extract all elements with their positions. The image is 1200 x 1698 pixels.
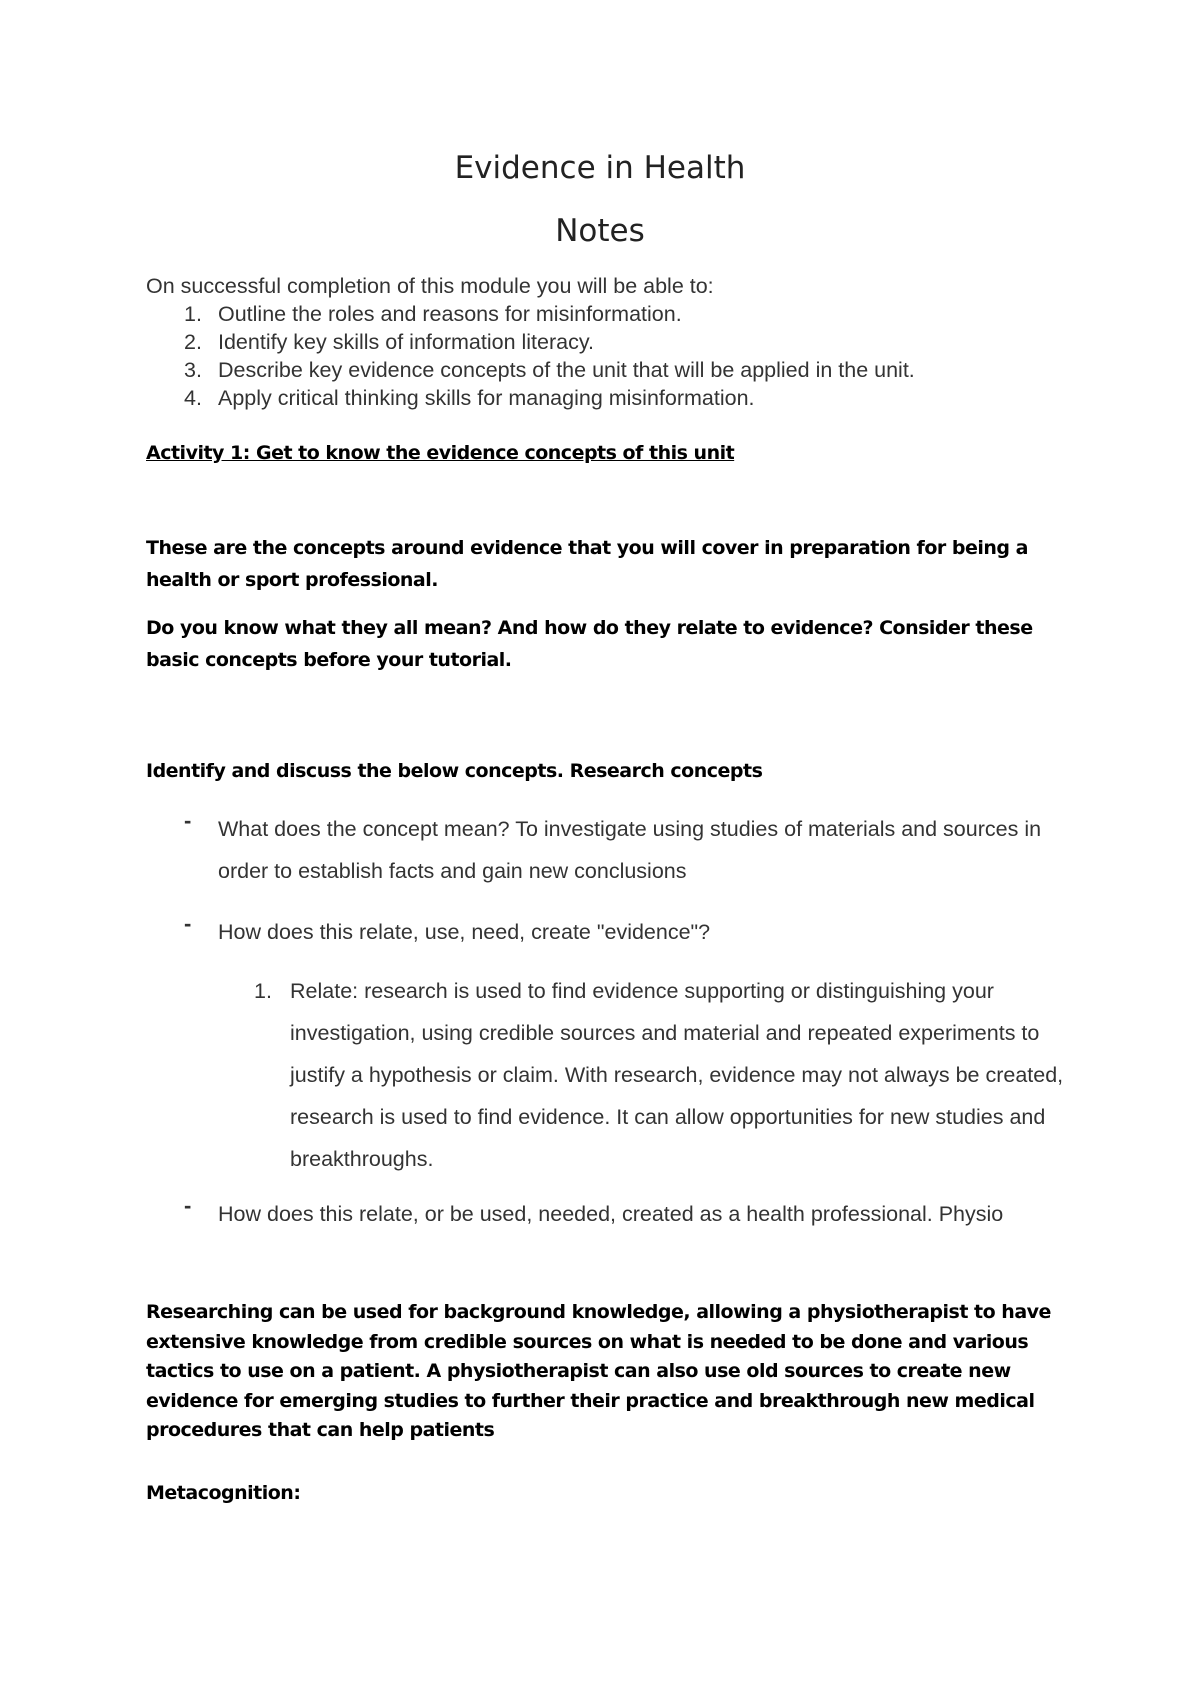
concepts-paragraph: These are the concepts around evidence that you will cover in preparation for being a health or sport professional.	[146, 537, 1028, 591]
objective-text: Apply critical thinking skills for managing misinformation.	[218, 386, 755, 410]
objectives-list	[146, 300, 1106, 412]
objective-item	[146, 356, 1106, 384]
bullet-dash: -	[184, 808, 192, 833]
bullet-text: What does the concept mean? To investigate using studies of materials and sources in order to establish facts and gain new conclusions	[218, 817, 1042, 883]
objective-number: 4.	[184, 386, 202, 410]
objective-item	[146, 300, 1106, 328]
question-paragraph: Do you know what they all mean? And how do they relate to evidence? Consider these basic concepts before your tutorial.	[146, 617, 1033, 671]
activity-heading: Activity 1: Get to know the evidence concepts of this unit	[146, 442, 735, 464]
sub-item-text: Relate: research is used to find evidence supporting or distinguishing your investigation, using credible sources and material and repeated experiments to justify a hypothesis or claim. With research, evidence may not always be created, research is used to find evidence. It can allow opportunities for new studies and breakthroughs.	[290, 979, 1064, 1171]
discuss-paragraph: Identify and discuss the below concepts. Research concepts	[146, 760, 763, 782]
bullet-text: How does this relate, use, need, create "evidence"?	[218, 920, 711, 944]
objective-item	[146, 328, 1106, 356]
bullet-dash: -	[184, 911, 192, 936]
bullet-dash: -	[184, 1193, 192, 1218]
metacognition-heading: Metacognition:	[146, 1482, 301, 1504]
document-title: Evidence in Health	[454, 150, 746, 186]
objective-text: Identify key skills of information literacy.	[218, 330, 594, 354]
sub-item-number: 1.	[254, 979, 272, 1003]
objective-text: Describe key evidence concepts of the unit that will be applied in the unit.	[218, 358, 915, 382]
objective-text: Outline the roles and reasons for misinformation.	[218, 302, 682, 326]
document-subtitle: Notes	[555, 213, 645, 249]
objective-number: 2.	[184, 330, 202, 354]
objective-item	[146, 384, 1106, 412]
objective-number: 1.	[184, 302, 202, 326]
physio-paragraph: Researching can be used for background knowledge, allowing a physiotherapist to have extensive knowledge from credible sources on what is needed to be done and various tactics to use on a patient. A physiotherapist can also use old sources to create new evidence for emerging studies to further their practice and breakthrough new medical procedures that can help patients	[146, 1301, 1051, 1441]
intro-text: On successful completion of this module you will be able to:	[146, 274, 714, 298]
objective-number: 3.	[184, 358, 202, 382]
bullet-text: How does this relate, or be used, needed, created as a health professional. Physio	[218, 1202, 1004, 1226]
